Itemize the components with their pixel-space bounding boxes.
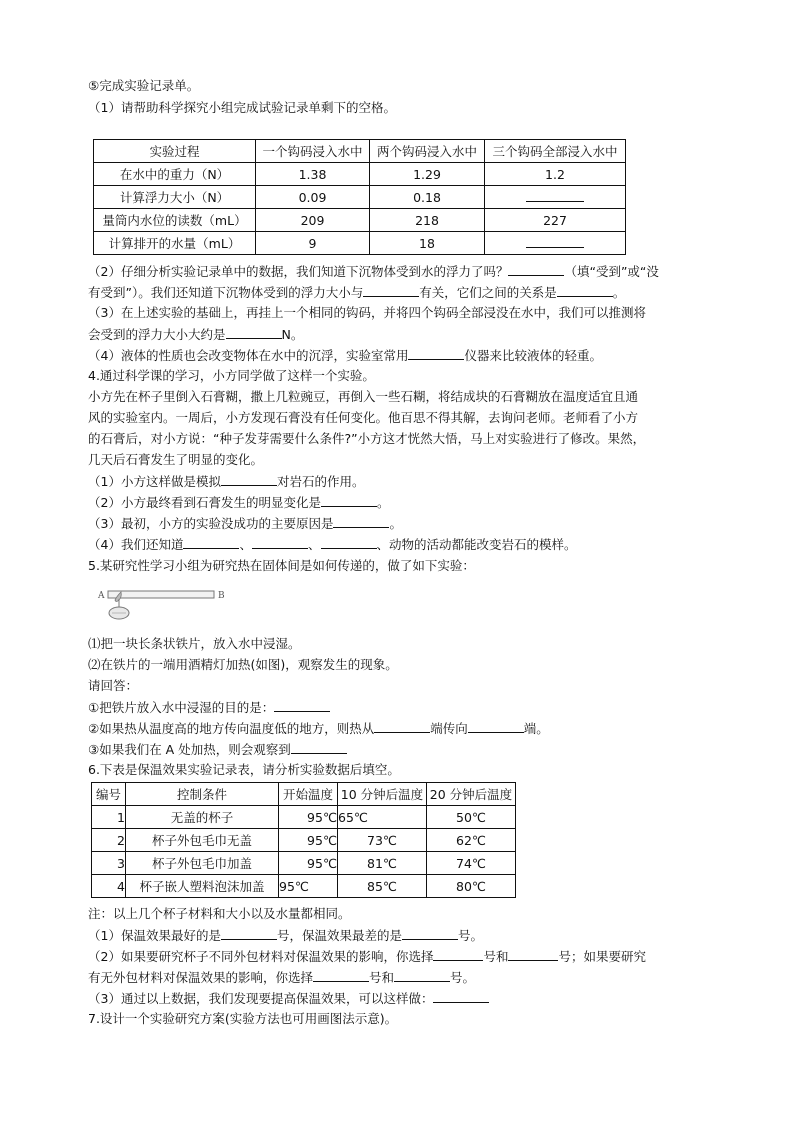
q6-sub1: [88, 927, 483, 944]
table-row: [92, 852, 516, 875]
table-cell: 81℃: [338, 852, 427, 875]
sub3-line2: [88, 326, 303, 343]
insulation-record-table: [91, 782, 516, 898]
table-cell: 74℃: [427, 852, 516, 875]
q6-sub2-text-b: 号和: [483, 949, 509, 964]
table-cell: 85℃: [338, 875, 427, 898]
q5-answer3: [88, 741, 347, 758]
table-header-cell: 两个钩码浸入水中: [370, 140, 485, 163]
label-a: A: [98, 591, 105, 601]
q6-sub2-text-a: （2）如果要研究杯子不同外包材料对保温效果的影响，你选择: [88, 949, 434, 964]
q4-sub4: [88, 536, 577, 553]
table-header-cell: 10 分钟后温度: [338, 783, 427, 806]
label-b: B: [218, 591, 225, 601]
table-cell: 杯子外包毛巾加盖: [126, 852, 279, 875]
q6-note: 注：以上几个杯子材料和大小以及水量都相同。: [88, 906, 351, 921]
answer-blank[interactable]: [433, 948, 483, 961]
iron-strip: [108, 591, 214, 598]
sub2-text-c: 有受到”）。我们还知道下沉物体受到的浮力大小与: [88, 285, 364, 300]
q5-step2: ⑵在铁片的一端用酒精灯加热(如图)，观察发生的现象。: [88, 657, 398, 672]
q5-title: 5.某研究性学习小组为研究热在固体间是如何传递的，做了如下实验：: [88, 558, 475, 573]
table-cell: 2: [92, 829, 126, 852]
answer-blank[interactable]: [313, 969, 369, 982]
table-cell: 1: [92, 806, 126, 829]
q6-sub3-text: （3）通过以上数据，我们发现要提高保温效果，可以这样做：: [88, 991, 434, 1006]
q5-answer2-text-c: 端。: [523, 721, 549, 736]
answer-blank[interactable]: [508, 263, 564, 276]
q4-sub2-text-b: 。: [376, 495, 390, 510]
table-header-cell: 实验过程: [94, 140, 256, 163]
q5-step1: ⑴把一块长条状铁片，放入水中浸湿。: [88, 636, 301, 651]
q4-paragraph-line: 小方先在杯子里倒入石膏糊，撒上几粒豌豆，再倒入一些石糊，将结成块的石膏糊放在温度适宜且通: [88, 389, 639, 404]
answer-blank[interactable]: [321, 494, 377, 507]
answer-blank[interactable]: [508, 948, 558, 961]
q6-title: 6.下表是保温效果实验记录表，请分析实验数据后填空。: [88, 762, 400, 777]
q4-sub2-text-a: （2）小方最终看到石膏发生的明显变化是: [88, 495, 321, 510]
sub2-text-a: （2）仔细分析实验记录单中的数据，我们知道下沉物体受到水的浮力了吗？: [88, 264, 509, 279]
sub1-text: （1）请帮助科学探究小组完成试验记录单剩下的空格。: [88, 100, 396, 115]
answer-blank[interactable]: [557, 284, 613, 297]
q6-sub2-text-f: 号。: [450, 970, 476, 985]
q6-sub1-text-b: 号，保温效果最差的是: [276, 928, 402, 943]
table-row: [94, 186, 626, 209]
sub3-line1: （3）在上述实验的基础上，再挂上一个相同的钩码，并将四个钩码全部浸没在水中，我们可以推测将: [88, 305, 646, 320]
q4-sub3-text-a: （3）最初，小方的实验没成功的主要原因是: [88, 516, 334, 531]
answer-blank[interactable]: [408, 347, 464, 360]
q7-title: 7.设计一个实验研究方案(实验方法也可用画图法示意)。: [88, 1011, 398, 1026]
table-header-cell: 控制条件: [126, 783, 279, 806]
answer-blank[interactable]: [183, 536, 239, 549]
sub4-text-a: （4）液体的性质也会改变物体在水中的沉浮，实验室常用: [88, 348, 409, 363]
q4-title: 4.通过科学课的学习，小方同学做了这样一个实验。: [88, 368, 375, 383]
table-cell: 73℃: [338, 829, 427, 852]
table-cell: 1.29: [370, 163, 485, 186]
table-row: [94, 163, 626, 186]
answer-blank[interactable]: [363, 284, 419, 297]
sub2-text-b: （填“受到”或“没: [564, 264, 659, 279]
iron-strip-heating-figure: [92, 585, 232, 625]
q5-answer2-text-a: ②如果热从温度高的地方传向温度低的地方，则热从: [88, 721, 375, 736]
table-cell: 80℃: [427, 875, 516, 898]
answer-blank[interactable]: [321, 536, 377, 549]
table-row: [94, 209, 626, 232]
q4-sub3: [88, 515, 402, 532]
answer-blank[interactable]: [252, 536, 308, 549]
q4-sub1: [88, 473, 364, 490]
answer-blank[interactable]: [433, 990, 489, 1003]
table-cell: 9: [256, 232, 370, 255]
table-cell: 无盖的杯子: [126, 806, 279, 829]
table-cell: 95℃: [279, 875, 338, 898]
table-cell: 在水中的重力（N）: [94, 163, 256, 186]
table-cell: 95℃: [279, 829, 338, 852]
table-header-row: [92, 783, 516, 806]
table-cell: 218: [370, 209, 485, 232]
answer-blank[interactable]: [274, 699, 330, 712]
q4-sub4-text-b: 、动物的活动都能改变岩石的模样。: [376, 537, 577, 552]
table-cell: 62℃: [427, 829, 516, 852]
q5-answer1: [88, 699, 330, 716]
table-header-cell: 开始温度: [279, 783, 338, 806]
q4-sub1-text-a: （1）小方这样做是模拟: [88, 474, 221, 489]
table-header-cell: 20 分钟后温度: [427, 783, 516, 806]
sub2-line2: [88, 284, 625, 301]
q6-sub1-text-a: （1）保温效果最好的是: [88, 928, 221, 943]
table-header-cell: 一个钩码浸入水中: [256, 140, 370, 163]
q5-answer2-text-b: 端传向: [430, 721, 468, 736]
table-cell: 杯子外包毛巾无盖: [126, 829, 279, 852]
experiment-record-table: [93, 139, 626, 255]
table-cell-blank[interactable]: [485, 232, 626, 255]
separator-text: 、: [307, 537, 321, 552]
q5-ask: 请回答：: [88, 678, 139, 693]
q4-paragraph-line: 的石膏后，对小方说：“种子发芽需要什么条件?”小方这才恍然大悟，马上对实验进行了修改。果然，: [88, 431, 646, 446]
table-cell: 计算浮力大小（N）: [94, 186, 256, 209]
q4-sub2: [88, 494, 389, 511]
table-cell: 1.38: [256, 163, 370, 186]
q6-sub2-line1: [88, 948, 646, 965]
sub4-line: [88, 347, 602, 364]
table-row: [94, 232, 626, 255]
q6-sub3: [88, 990, 489, 1007]
table-cell: 227: [485, 209, 626, 232]
q5-answer3-text: ③如果我们在 A 处加热，则会观察到: [88, 742, 291, 757]
q4-paragraph-line: 几天后石膏发生了明显的变化。: [88, 452, 264, 467]
q6-sub1-text-c: 号。: [457, 928, 483, 943]
q5-answer1-text: ①把铁片放入水中浸湿的目的是：: [88, 700, 275, 715]
table-row: [92, 875, 516, 898]
q6-sub2-line2: [88, 969, 475, 986]
table-cell-blank[interactable]: [485, 186, 626, 209]
separator-text: 、: [239, 537, 252, 552]
q4-sub3-text-b: 。: [389, 516, 402, 531]
answer-blank[interactable]: [374, 720, 430, 733]
answer-blank[interactable]: [394, 969, 450, 982]
table-cell: 计算排开的水量（mL）: [94, 232, 256, 255]
q5-answer2: [88, 720, 549, 737]
sub4-text-b: 仪器来比较液体的轻重。: [464, 348, 602, 363]
answer-blank[interactable]: [291, 741, 347, 754]
table-header-row: [94, 140, 626, 163]
table-cell: 量筒内水位的读数（mL）: [94, 209, 256, 232]
table-cell: 65℃: [338, 806, 427, 829]
table-cell: 0.09: [256, 186, 370, 209]
sub2-line1: [88, 263, 659, 280]
q6-sub2-text-e: 号和: [369, 970, 395, 985]
table-cell: 3: [92, 852, 126, 875]
table-header-cell: 三个钩码全部浸入水中: [485, 140, 626, 163]
sub3-text-b: 会受到的浮力大小大约是: [88, 327, 226, 342]
q6-sub2-text-d: 有无外包材料对保温效果的影响，你选择: [88, 970, 314, 985]
sub2-text-d: 有关，它们之间的关系是: [419, 285, 557, 300]
table-cell: 4: [92, 875, 126, 898]
q4-paragraph-line: 风的实验室内。一周后，小方发现石膏没有任何变化。他百思不得其解，去询问老师。老师看了小方: [88, 410, 639, 425]
answer-blank[interactable]: [333, 515, 389, 528]
table-cell: 50℃: [427, 806, 516, 829]
table-row: [92, 829, 516, 852]
q6-sub2-text-c: 号；如果要研究: [558, 949, 646, 964]
table-cell: 杯子嵌人塑料泡沫加盖: [126, 875, 279, 898]
table-cell: 95℃: [279, 852, 338, 875]
table-cell: 95℃: [279, 806, 338, 829]
answer-blank[interactable]: [468, 720, 524, 733]
answer-blank[interactable]: [226, 326, 282, 339]
step5-text: ⑤完成实验记录单。: [88, 78, 200, 93]
table-cell: 209: [256, 209, 370, 232]
answer-blank[interactable]: [221, 473, 277, 486]
answer-blank[interactable]: [402, 927, 458, 940]
table-cell: 18: [370, 232, 485, 255]
table-cell: 1.2: [485, 163, 626, 186]
table-header-cell: 编号: [92, 783, 126, 806]
answer-blank[interactable]: [221, 927, 277, 940]
sub2-text-e: 。: [612, 285, 626, 300]
q4-sub4-text-a: （4）我们还知道: [88, 537, 184, 552]
q4-sub1-text-b: 对岩石的作用。: [276, 474, 365, 489]
sub3-text-c: N。: [281, 327, 304, 342]
table-cell: 0.18: [370, 186, 485, 209]
table-row: [92, 806, 516, 829]
